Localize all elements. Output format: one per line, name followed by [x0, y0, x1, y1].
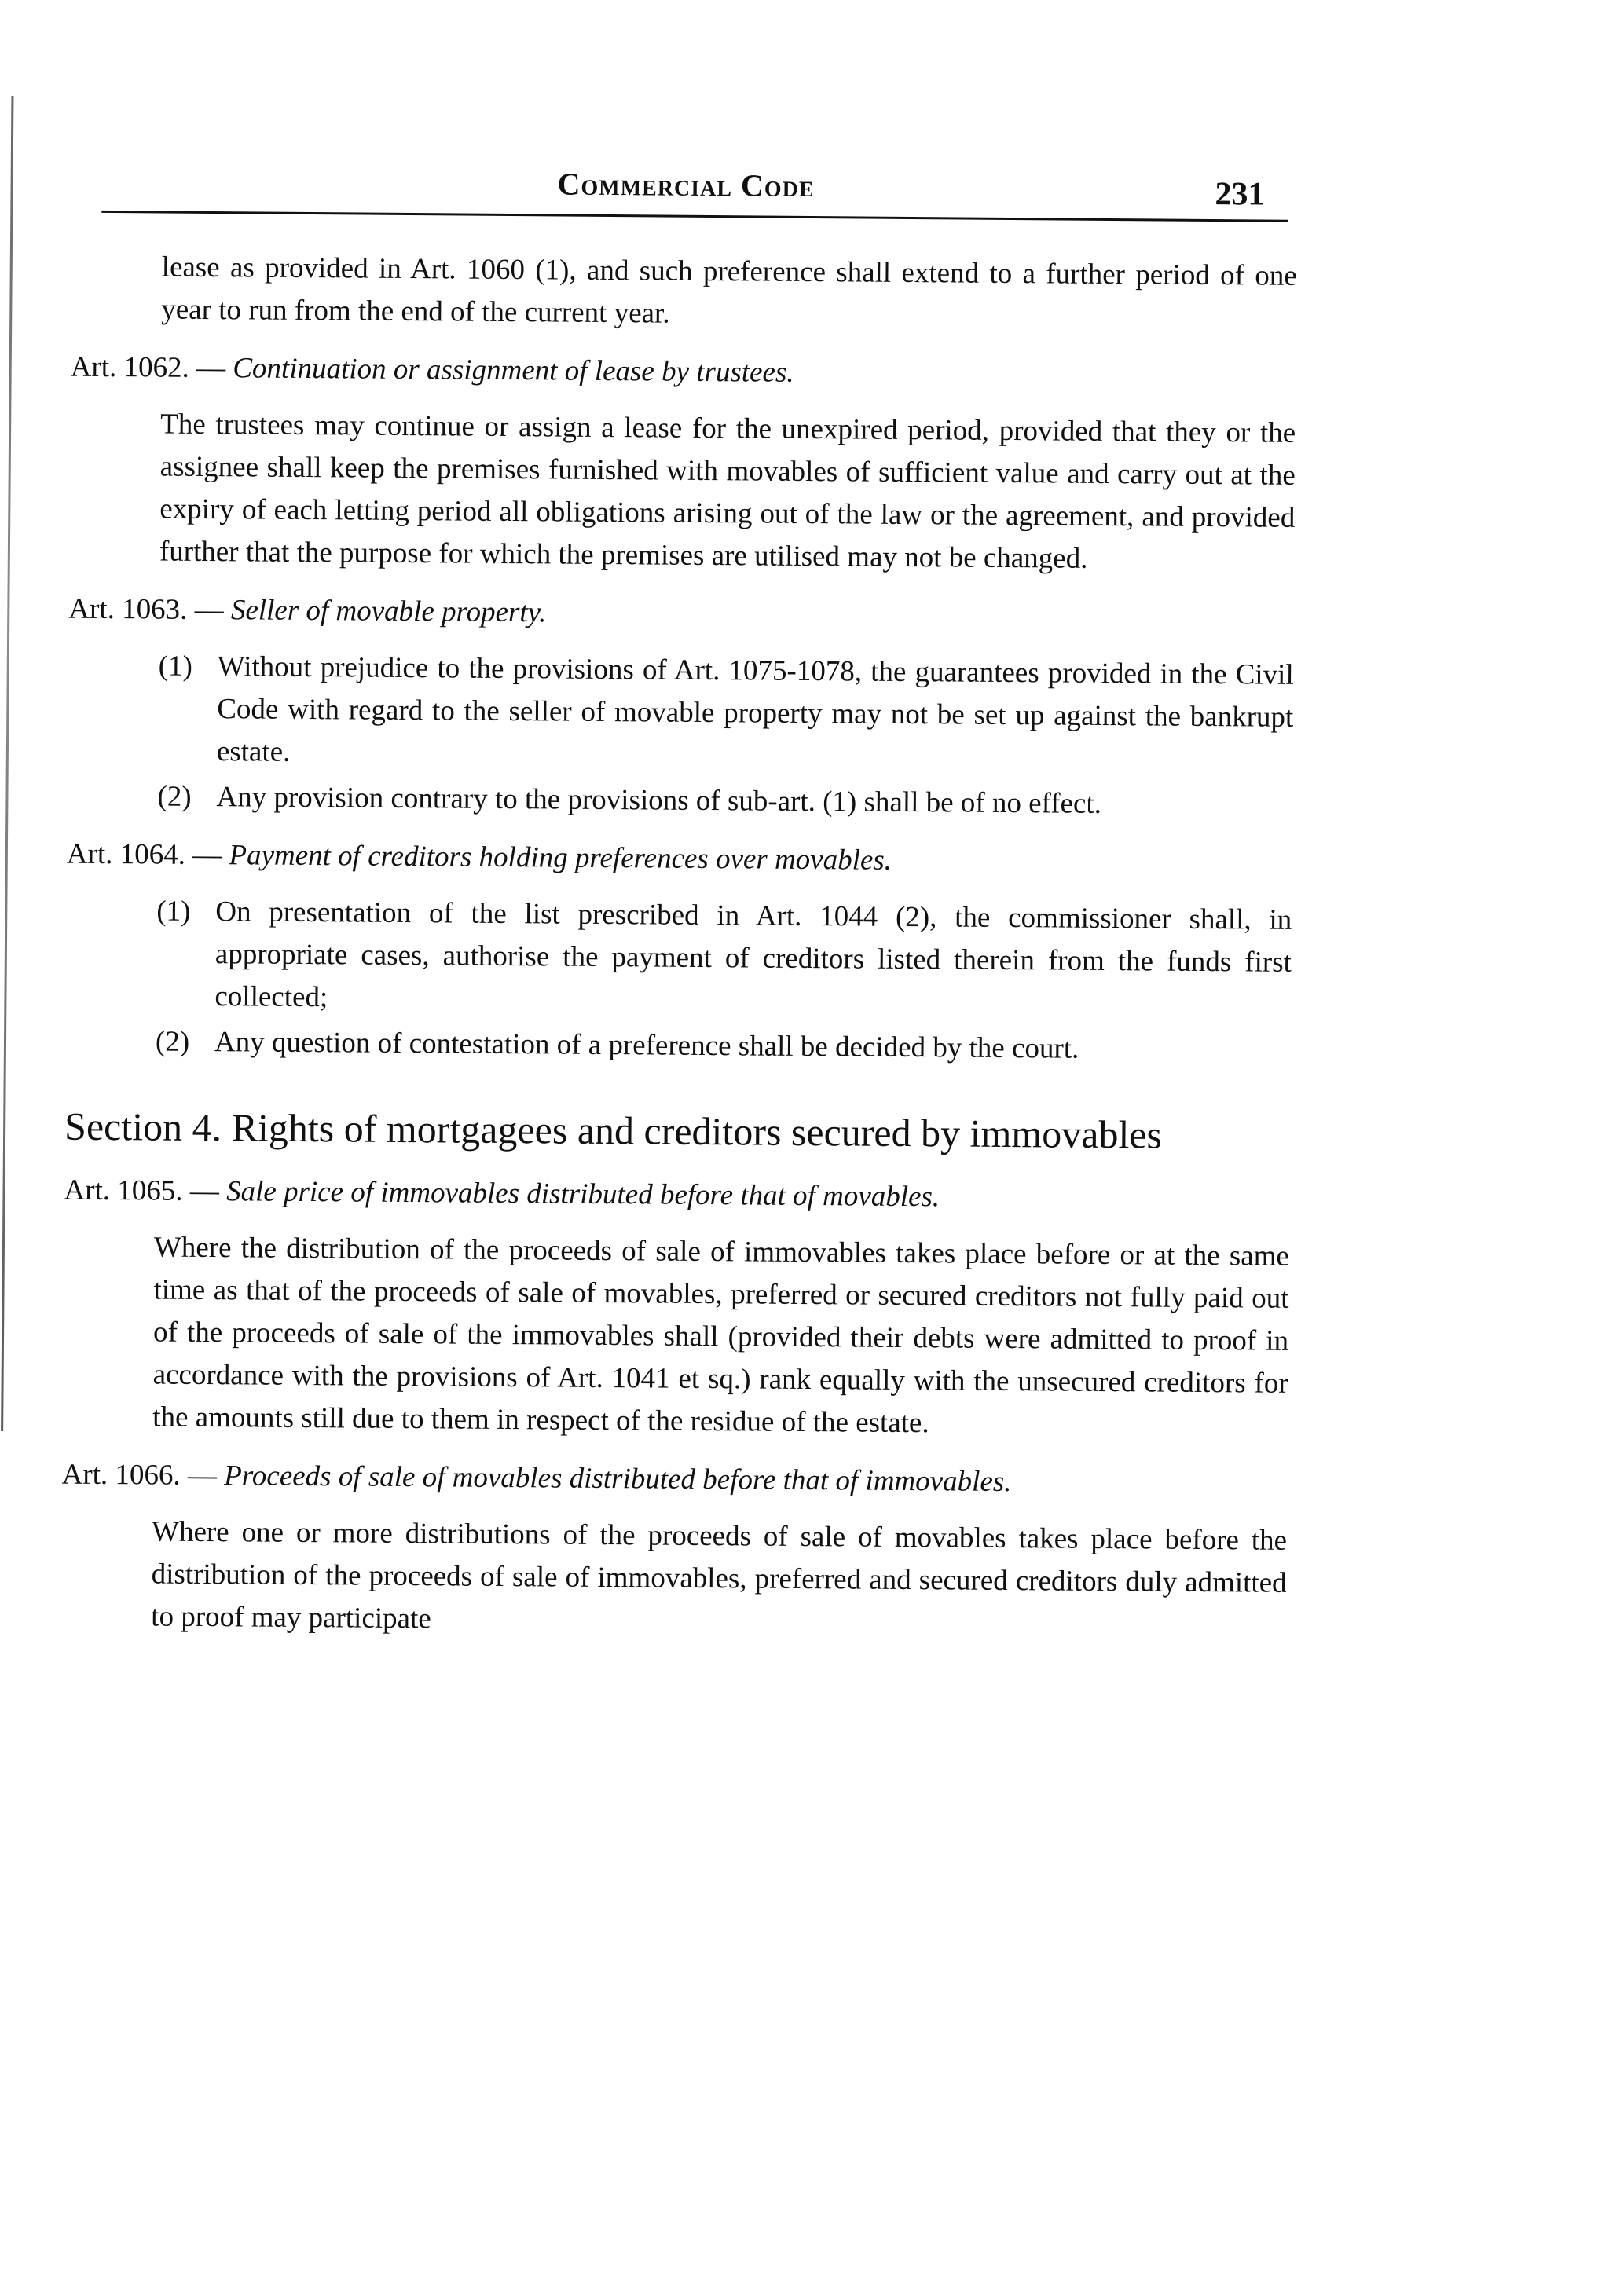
- article-number: Art. 1065.: [64, 1174, 183, 1207]
- subarticle-item: [68, 645, 1294, 782]
- article-heading-1065: Art. 1065. — Sale price of immovables distributed before that of movables.: [64, 1174, 940, 1214]
- running-title: Commercial Code: [557, 166, 815, 204]
- running-header: [101, 156, 1288, 228]
- subarticle-number: (1): [156, 895, 191, 928]
- subarticle-number: (2): [155, 1025, 190, 1058]
- article-number: Art. 1064.: [66, 837, 186, 871]
- article-number: Art. 1063.: [68, 592, 188, 626]
- article-heading-1064: Art. 1064. — Payment of creditors holding preferences over movables.: [66, 837, 892, 877]
- subarticle-item: [65, 1020, 1291, 1072]
- subarticle-number: (2): [157, 780, 192, 813]
- article-title: Sale price of immovables distributed before that of movables.: [225, 1175, 940, 1214]
- scan-edge-shadow: [1, 96, 13, 1431]
- article-body-1066: Where one or more distributions of the proceeds of sale of movables takes place before the distribution of the proceeds of sale of immovables, preferred and secured creditors duly admitted to proof may participate: [151, 1515, 1288, 1635]
- page-number: 231: [1215, 176, 1265, 213]
- article-heading-1066: Art. 1066. — Proceeds of sale of movables distributed before that of immovables.: [61, 1458, 1012, 1499]
- article-1063-subarticles: [67, 645, 1294, 827]
- article-title: Payment of creditors holding preferences over movables.: [229, 839, 892, 877]
- article-body-1065: Where the distribution of the proceeds of sale of immovables takes place before or at the same time as that of the proceeds of sale of movables, preferred or secured creditors not fully paid out of the proceeds of sale of the immovables shall (provided their debts were admitted to proof in accordance with the provisions of Art. 1041 et sq.) rank equally with the unsecured creditors for the amounts still due to them in respect of the residue of the estate.: [152, 1231, 1290, 1440]
- section-heading: Section 4. Rights of mortgagees and creditors secured by immovables: [64, 1104, 1163, 1157]
- intro-paragraph: lease as provided in Art. 1060 (1), and such preference shall extend to a further period of one year to run from the end of the current year.: [161, 251, 1297, 330]
- subarticle-text: Any question of contestation of a preference shall be decided by the court.: [214, 1026, 1079, 1065]
- article-title: Continuation or assignment of lease by trustees.: [233, 352, 794, 389]
- article-heading-1062: Art. 1062. — Continuation or assignment of lease by trustees.: [70, 350, 794, 389]
- subarticle-text: Any provision contrary to the provisions of sub-art. (1) shall be of no effect.: [216, 781, 1102, 820]
- article-number: Art. 1062.: [70, 350, 189, 384]
- article-title: Proceeds of sale of movables distributed before that of immovables.: [224, 1459, 1012, 1499]
- article-1064-subarticles: [65, 890, 1292, 1072]
- subarticle-item: [65, 890, 1292, 1027]
- subarticle-number: (1): [158, 650, 193, 683]
- article-heading-1063: Art. 1063. — Seller of movable property.: [68, 592, 547, 629]
- subarticle-item: [67, 775, 1292, 827]
- subarticle-text: On presentation of the list prescribed in Art. 1044 (2), the commissioner shall, in appropriate cases, authorise the payment of creditors listed therein from the funds first collected;: [214, 895, 1292, 1014]
- subarticle-text: Without prejudice to the provisions of Art. 1075-1078, the guarantees provided in the Civil Code with regard to the seller of movable property may not be set up against the bankrupt estate.: [216, 650, 1294, 768]
- header-rule: [101, 211, 1288, 222]
- page-content: [60, 246, 1297, 1647]
- article-title: Seller of movable property.: [230, 594, 547, 629]
- article-number: Art. 1066.: [61, 1458, 181, 1492]
- article-body-1062: The trustees may continue or assign a lease for the unexpired period, provided that they or the assignee shall keep the premises furnished with movables of sufficient value and carry out at the expiry of each letting period all obligations arising out of the law or the agreement, and provided further that the purpose for which the premises are utilised may not be changed.: [159, 408, 1296, 575]
